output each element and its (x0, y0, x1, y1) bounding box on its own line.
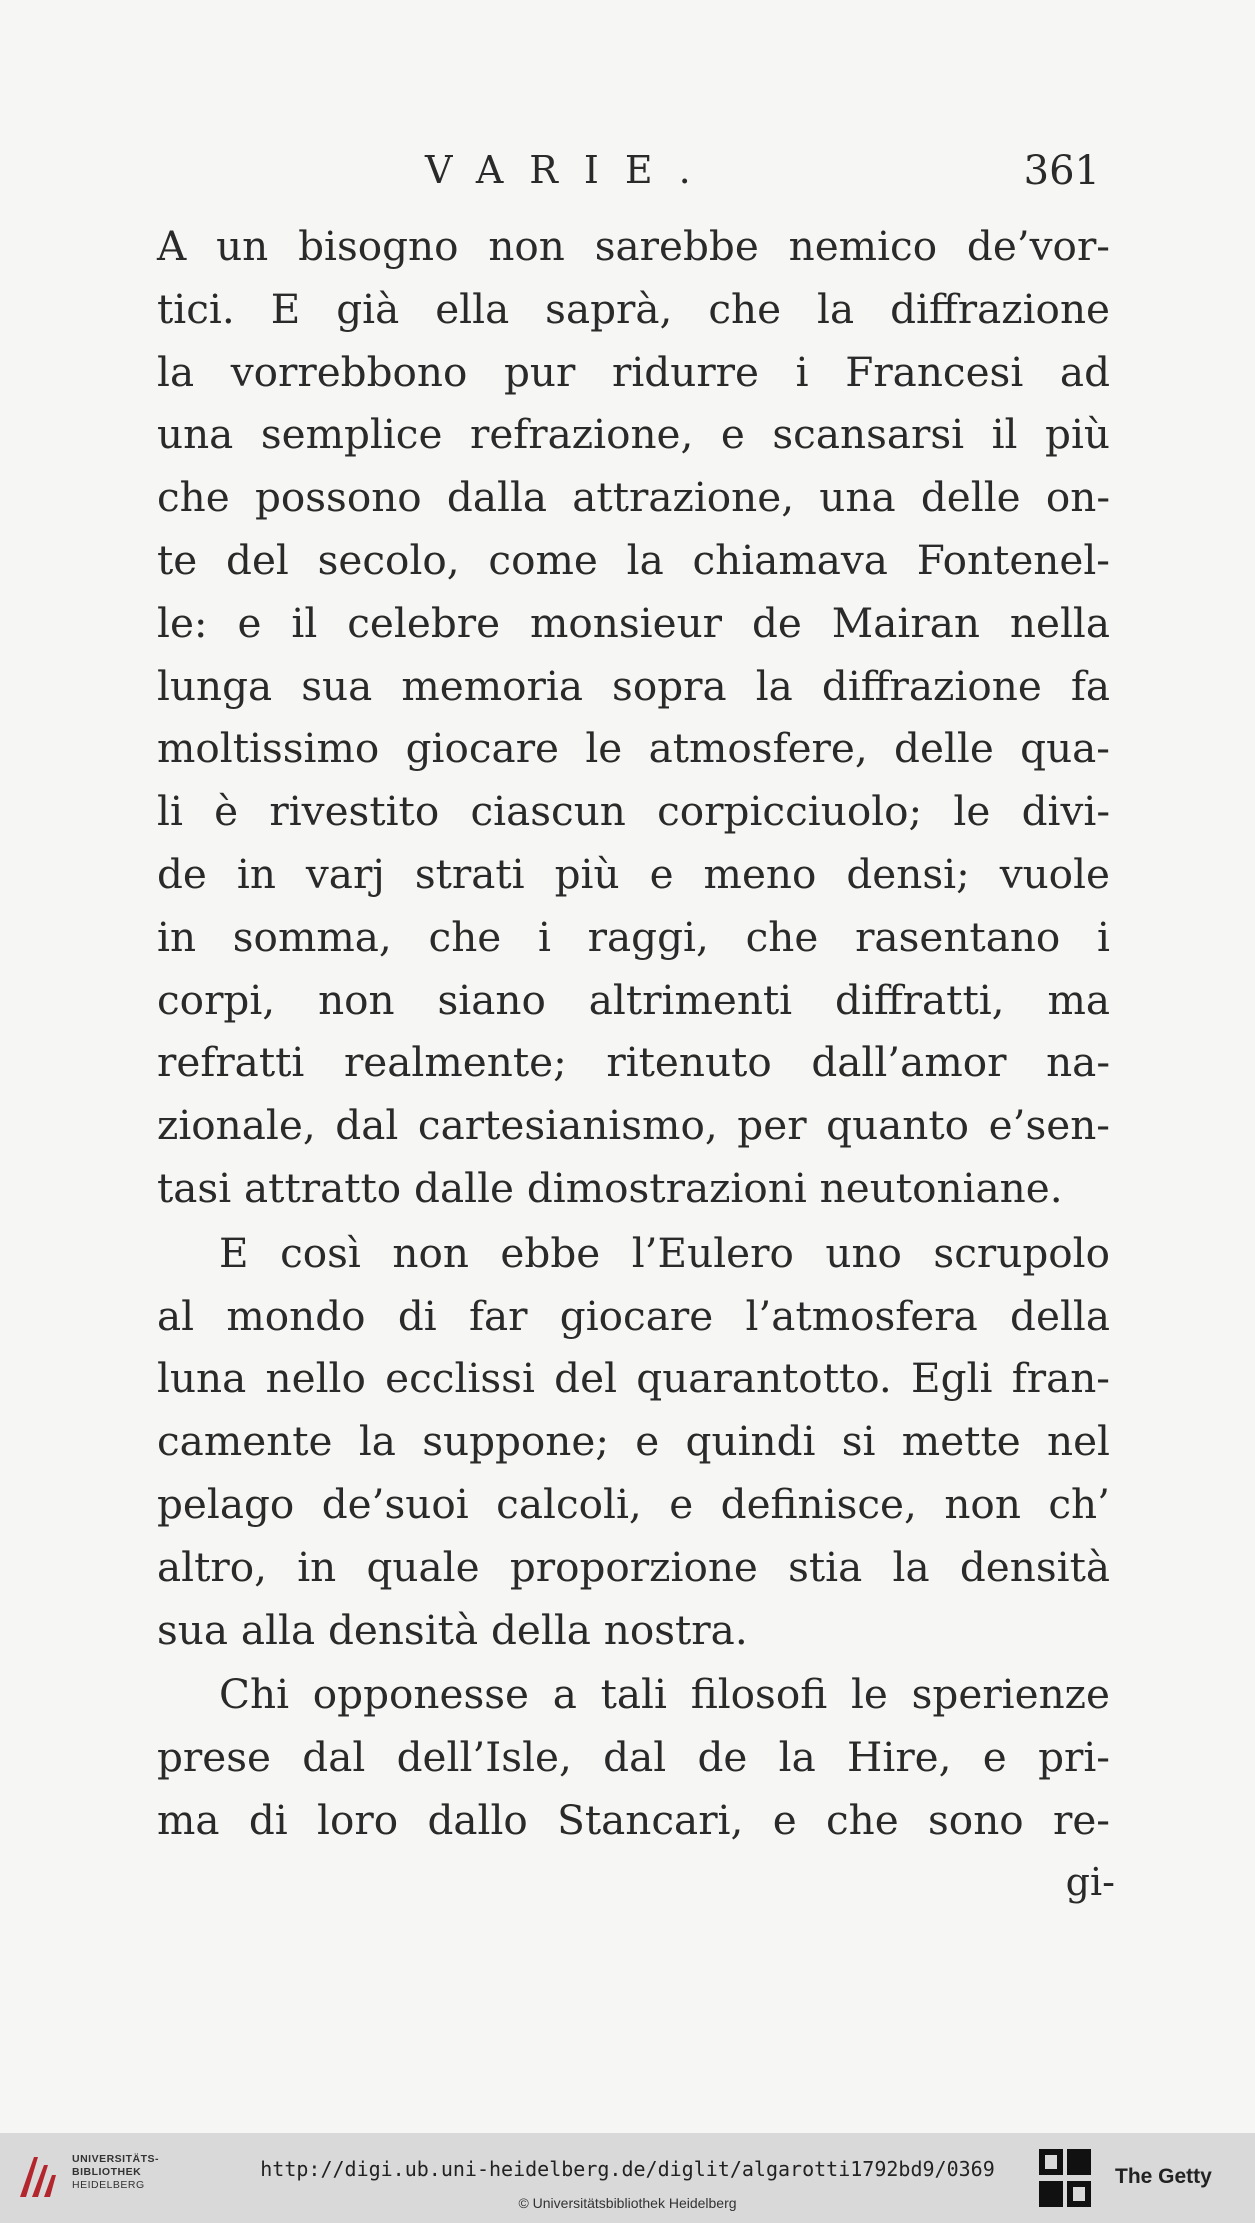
copyright-notice: © Universitätsbibliothek Heidelberg (518, 2195, 737, 2211)
text-line: te del secolo, come la chiamava Fontenel- (157, 535, 1110, 584)
text-line: tici. E già ella saprà, che la diffrazione (157, 284, 1110, 333)
text-line: lunga sua memoria sopra la diffrazione fa (157, 661, 1110, 710)
text-line: ma di loro dallo Stancari, e che sono re- (157, 1795, 1110, 1844)
text-line: corpi, non siano altrimenti diffratti, ma (157, 975, 1110, 1024)
getty-logo-text: The Getty (1115, 2165, 1212, 2188)
running-title: VARIE. (425, 148, 717, 192)
text-line: E così non ebbe l’Eulero uno scrupolo (219, 1228, 1110, 1277)
text-line: Chi opponesse a tali filosofi le sperienze (219, 1670, 1110, 1719)
getty-logo[interactable] (1039, 2149, 1239, 2209)
getty-emblem-icon (1039, 2149, 1091, 2207)
text-line: pelago de’suoi calcoli, e definisce, non ch’ (157, 1479, 1110, 1528)
text-line: li è rivestito ciascun corpicciuolo; le divi- (157, 787, 1110, 836)
text-line: in somma, che i raggi, che rasentano i (157, 912, 1110, 961)
text-line: refratti realmente; ritenuto dall’amor na- (157, 1038, 1110, 1087)
body-text (157, 215, 1110, 1852)
text-line: sua alla densità della nostra. (157, 1605, 748, 1654)
text-line: al mondo di far giocare l’atmosfera della (157, 1291, 1110, 1340)
text-line: A un bisogno non sarebbe nemico de’vor- (157, 222, 1110, 270)
text-line: le: e il celebre monsieur de Mairan nella (157, 598, 1110, 647)
text-line: luna nello ecclissi del quarantotto. Egli fran- (157, 1354, 1110, 1403)
page-number: 361 (1023, 148, 1100, 194)
text-line: moltissimo giocare le atmosfere, delle qua- (157, 724, 1110, 773)
text-line: altro, in quale proporzione stia la densità (157, 1542, 1110, 1591)
text-line: che possono dalla attrazione, una delle on- (157, 473, 1110, 522)
library-logo-text: UNIVERSITÄTS- BIBLIOTHEK HEIDELBERG (72, 2153, 160, 2191)
text-line: la vorrebbono pur ridurre i Francesi ad (157, 347, 1110, 396)
text-line: una semplice refrazione, e scansarsi il più (157, 410, 1110, 459)
running-head (160, 148, 1100, 204)
footer-bar (0, 2133, 1255, 2223)
text-line: prese dal dell’Isle, dal de la Hire, e pri- (157, 1733, 1110, 1782)
text-line: tasi attratto dalle dimostrazioni neutoniane. (157, 1163, 1063, 1212)
text-line: camente la suppone; e quindi si mette nel (157, 1417, 1110, 1466)
text-line: zionale, dal cartesianismo, per quanto e’sen- (157, 1101, 1110, 1150)
catchword: gi- (1065, 1860, 1115, 1904)
text-line: de in varj strati più e meno densi; vuole (157, 849, 1110, 898)
document-url[interactable]: http://digi.ub.uni-heidelberg.de/diglit/algarotti1792bd9/0369 (260, 2157, 995, 2181)
